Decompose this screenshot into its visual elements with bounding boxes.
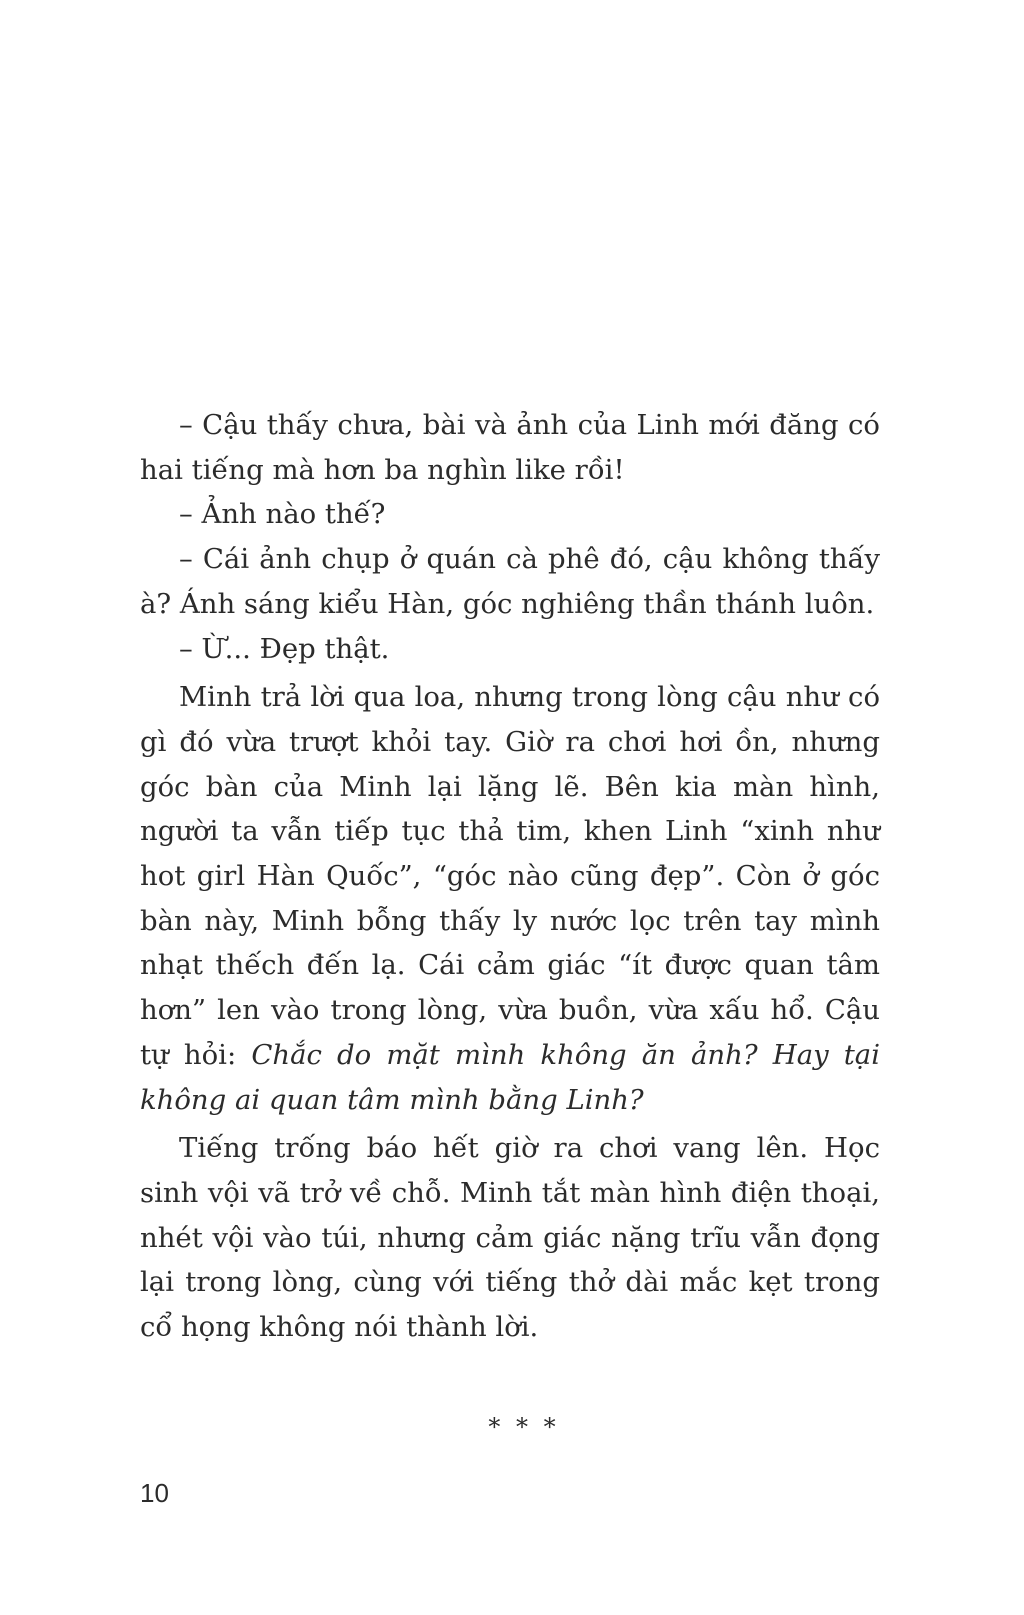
page-number: 10	[140, 1478, 169, 1508]
separator-text: * * *	[488, 1413, 560, 1441]
dialogue-line: – Cậu thấy chưa, bài và ảnh của Linh mới đăng có hai tiếng mà hơn ba nghìn like rồi!	[140, 409, 880, 486]
body-text	[140, 403, 880, 1350]
dialogue-line: – Ảnh nào thế?	[179, 498, 386, 531]
paragraph: Tiếng trống báo hết giờ ra chơi vang lên. Học sinh vội vã trở về chỗ. Minh tắt màn hình điện thoại, nhét vội vào túi, nhưng cảm giác nặng trĩu vẫn đọng lại trong lòng, cùng với tiếng thở dài mắc kẹt trong cổ họng không nói thành lời.	[140, 1132, 880, 1344]
paragraph	[140, 675, 880, 1122]
paragraph-italic-text: Chắc do mặt mình không ăn ảnh? Hay tại không ai quan tâm mình bằng Linh?	[140, 1038, 880, 1116]
dialogue-line: – Cái ảnh chụp ở quán cà phê đó, cậu không thấy à? Ánh sáng kiểu Hàn, góc nghiêng thần thánh luôn.	[140, 543, 880, 620]
section-separator	[0, 1413, 1024, 1441]
paragraph-text: Minh trả lời qua loa, nhưng trong lòng cậu như có gì đó vừa trượt khỏi tay. Giờ ra chơi hơi ồn, nhưng góc bàn của Minh lại lặng lẽ. Bên kia màn hình, người ta vẫn tiếp tục thả tim, khen Linh “xinh như hot girl Hàn Quốc”, “góc nào cũng đẹp”. Còn ở góc bàn này, Minh bỗng thấy ly nước lọc trên tay mình nhạt thếch đến lạ. Cái cảm giác “ít được quan tâm hơn” len vào trong lòng, vừa buồn, vừa xấu hổ. Cậu tự hỏi:	[140, 681, 880, 1071]
dialogue-line: – Ừ... Đẹp thật.	[179, 632, 390, 665]
